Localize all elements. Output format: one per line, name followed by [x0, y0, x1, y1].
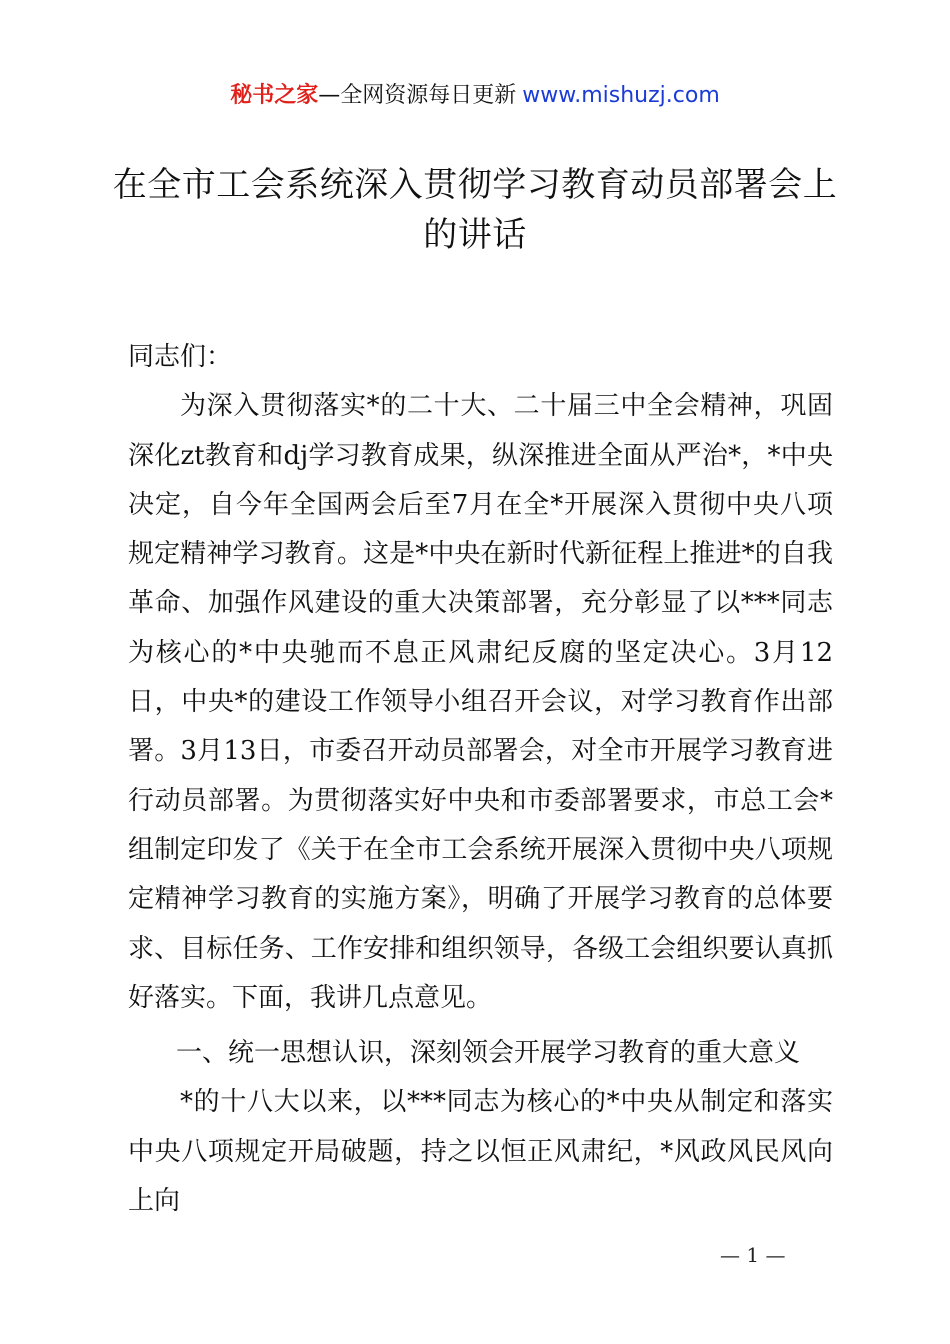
section-heading: 一、统一思想认识，深刻领会开展学习教育的重大意义	[176, 1038, 801, 1069]
intro-paragraph: 为深入贯彻落实*的二十大、二十届三中全会精神，巩固深化zt教育和dj学习教育成果，纵深推进全面从严治*，*中央决定，自今年全国两会后至7月在全*开展深入贯彻中央八项规定精神学习教育。这是*中央在新时代新征程上推进*的自我革命、加强作风建设的重大决策部署，充分彰显了以***同志为核心的*中央驰而不息正风肃纪反腐的坚定决心。3月12日，中央*的建设工作领导小组召开会议，对学习教育作出部署。3月13日，市委召开动员部署会，对全市开展学习教育进行动员部署。为贯彻落实好中央和市委部署要求，市总工会*组制定印发了《关于在全市工会系统开展深入贯彻中央八项规定精神学习教育的实施方案》，明确了开展学习教育的总体要求、目标任务、工作安排和组织领导，各级工会组织要认真抓好落实。下面，我讲几点意见。	[128, 391, 833, 1013]
section-paragraph: *的十八大以来，以***同志为核心的*中央从制定和落实中央八项规定开局破题，持之以恒正风肃纪，*风政风民风向上向	[128, 1087, 833, 1217]
banner-tagline: —全网资源每日更新	[318, 83, 517, 108]
salutation: 同志们：	[128, 342, 233, 372]
document-title: 在全市工会系统深入贯彻学习教育动员部署会上的讲话	[112, 165, 838, 255]
document-body	[128, 333, 833, 1226]
brand-name: 秘书之家	[230, 83, 319, 108]
page-number: — 1 —	[720, 1243, 786, 1267]
site-url-link[interactable]: www.mishuzj.com	[522, 83, 720, 108]
site-banner	[0, 80, 950, 112]
